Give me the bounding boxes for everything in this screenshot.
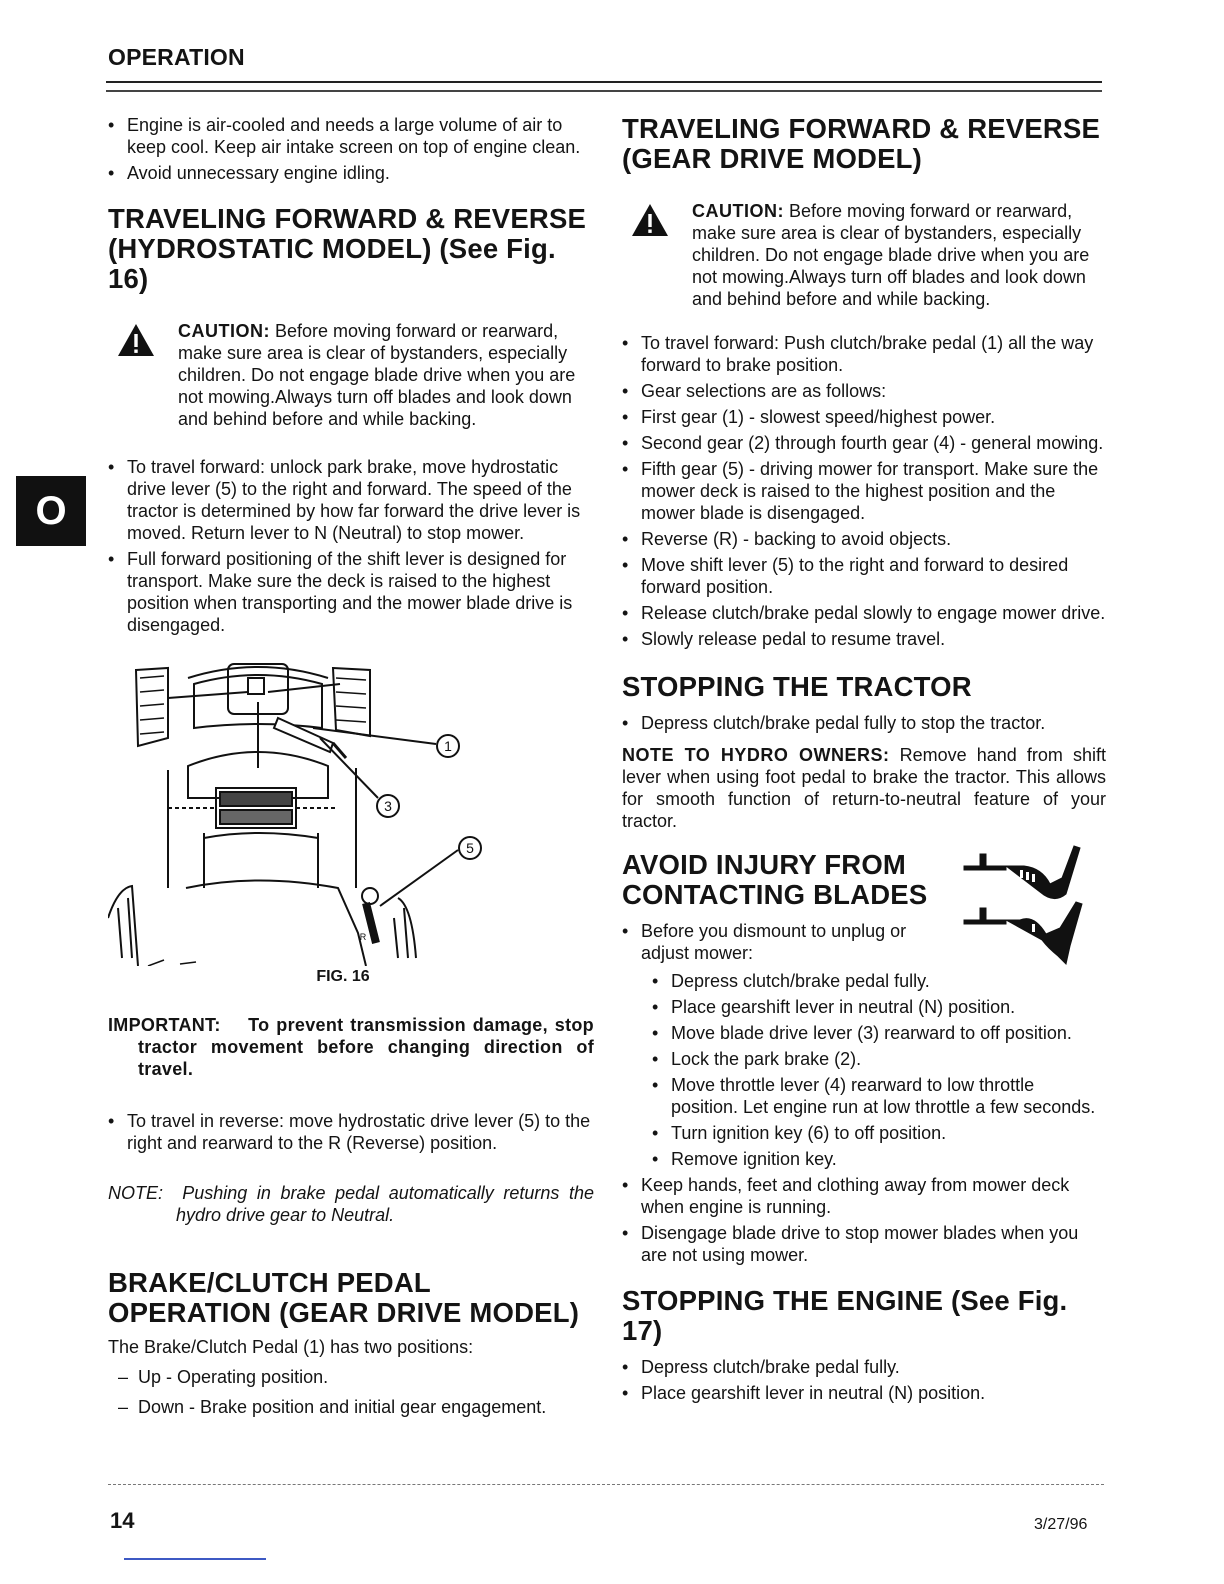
blade-hazard-icon xyxy=(962,844,1090,970)
caution-text: Before moving forward or rearward, make sure area is clear of bystanders, especially children. Do not engage blade drive when you are not mowing.Always turn off blades and look down and behind before and while backing. xyxy=(178,321,576,429)
list-item: • First gear (1) - slowest speed/highest power. xyxy=(622,406,1106,428)
avoid-injury-heading: AVOID INJURY FROM CONTACTING BLADES xyxy=(622,849,928,910)
lever-reverse-mark: R xyxy=(359,932,367,942)
list-item: – Down - Brake position and initial gear engagement. xyxy=(108,1396,594,1418)
list-item: • Before you dismount to unplug or adjust mower: xyxy=(622,920,952,964)
hydro-owners-label: NOTE TO HYDRO OWNERS: xyxy=(622,745,890,765)
warning-triangle-icon xyxy=(116,322,156,358)
list-item: • Second gear (2) through fourth gear (4) - general mowing. xyxy=(622,432,1106,454)
list-item: • Disengage blade drive to stop mower blades when you are not using mower. xyxy=(622,1222,1106,1266)
caution-text: Before moving forward or rearward, make sure area is clear of bystanders, especially children. Do not engage blade drive when you are not mowing.Always turn off blades and look down and behind before and while backing. xyxy=(692,201,1090,309)
callout-3: 3 xyxy=(384,798,392,814)
tractor-controls-illustration xyxy=(108,658,498,966)
stopping-tractor-heading: STOPPING THE TRACTOR xyxy=(622,671,972,702)
left-column xyxy=(108,114,594,1418)
header-rule xyxy=(106,81,1102,92)
footer-rule xyxy=(108,1484,1104,1485)
avoid-injury-bullet-list xyxy=(622,920,952,964)
callout-1: 1 xyxy=(444,738,452,754)
list-item: • Slowly release pedal to resume travel. xyxy=(622,628,1106,650)
hydro-owners-text: Remove hand from shift lever when using foot pedal to brake the tractor. This allows for smooth function of return-to-neutral feature of your tractor. xyxy=(622,745,1106,831)
section-tab xyxy=(16,476,86,546)
gear-drive-bullet-list xyxy=(622,332,1106,650)
important-label: IMPORTANT: xyxy=(108,1015,221,1035)
list-item: • To travel forward: Push clutch/brake pedal (1) all the way forward to brake position. xyxy=(622,332,1106,376)
warning-triangle-icon xyxy=(630,202,670,238)
stopping-engine-heading: STOPPING THE ENGINE (See Fig. 17) xyxy=(622,1285,1068,1346)
hydrostatic-bullet-list xyxy=(108,456,594,636)
caution-label: CAUTION: xyxy=(692,201,784,221)
stopping-engine-bullet-list xyxy=(622,1356,1106,1404)
brake-positions-list xyxy=(108,1366,594,1418)
blue-underline-mark xyxy=(124,1558,266,1560)
list-item: • Engine is air-cooled and needs a large volume of air to keep cool. Keep air intake screen on top of engine clean. xyxy=(108,114,594,158)
list-item: • Lock the park brake (2). xyxy=(652,1048,1106,1070)
hydrostatic-heading: TRAVELING FORWARD & REVERSE (HYDROSTATIC MODEL) (See Fig. 16) xyxy=(108,203,587,294)
hydro-owners-note xyxy=(622,744,1106,832)
list-item: • Turn ignition key (6) to off position. xyxy=(652,1122,1106,1144)
reverse-bullet-list xyxy=(108,1110,594,1154)
list-item: • Move blade drive lever (3) rearward to off position. xyxy=(652,1022,1106,1044)
list-item: • Move throttle lever (4) rearward to low throttle position. Let engine run at low throttle a few seconds. xyxy=(652,1074,1106,1118)
page-number: 14 xyxy=(110,1508,135,1533)
list-item: • Depress clutch/brake pedal fully. xyxy=(622,1356,1106,1378)
avoid-injury-section xyxy=(622,850,1106,964)
figure-caption: FIG. 16 xyxy=(316,968,370,985)
stopping-tractor-bullet-list xyxy=(622,712,1106,734)
blade-safety-bullet-list xyxy=(622,1174,1106,1266)
list-item: • Place gearshift lever in neutral (N) position. xyxy=(652,996,1106,1018)
figure-16 xyxy=(108,658,498,966)
page-header-title: OPERATION xyxy=(108,44,245,70)
list-item: • Move shift lever (5) to the right and forward to desired forward position. xyxy=(622,554,1106,598)
list-item: • Remove ignition key. xyxy=(652,1148,1106,1170)
list-item: • Avoid unnecessary engine idling. xyxy=(108,162,594,184)
list-item: • Gear selections are as follows: xyxy=(622,380,1106,402)
gear-drive-heading: TRAVELING FORWARD & REVERSE (GEAR DRIVE MODEL) xyxy=(622,113,1101,174)
note-text: Pushing in brake pedal automatically returns the hydro drive gear to Neutral. xyxy=(176,1183,594,1225)
gear-drive-caution xyxy=(622,200,1106,310)
list-item: • Keep hands, feet and clothing away from mower deck when engine is running. xyxy=(622,1174,1106,1218)
list-item: • Fifth gear (5) - driving mower for transport. Make sure the mower deck is raised to the highest position and the mower blade is disengaged. xyxy=(622,458,1106,524)
right-column xyxy=(622,114,1106,1408)
intro-bullet-list xyxy=(108,114,594,184)
list-item: • Full forward positioning of the shift lever is designed for transport. Make sure the deck is raised to the highest position when transporting and the mower blade drive is disengaged. xyxy=(108,548,594,636)
list-item: • Release clutch/brake pedal slowly to engage mower drive. xyxy=(622,602,1106,624)
callout-5: 5 xyxy=(466,840,474,856)
note-label: NOTE: xyxy=(108,1183,164,1203)
hydrostatic-caution xyxy=(108,320,594,430)
list-item: • To travel in reverse: move hydrostatic drive lever (5) to the right and rearward to the R (Reverse) position. xyxy=(108,1110,594,1154)
important-text: To prevent transmission damage, stop tractor movement before changing direction of travel. xyxy=(138,1015,594,1079)
list-item: • Depress clutch/brake pedal fully. xyxy=(652,970,1106,992)
section-tab-letter: O xyxy=(35,488,67,533)
brake-clutch-intro: The Brake/Clutch Pedal (1) has two positions: xyxy=(108,1337,474,1357)
caution-label: CAUTION: xyxy=(178,321,270,341)
important-notice xyxy=(108,1014,594,1080)
list-item: – Up - Operating position. xyxy=(108,1366,594,1388)
list-item: • Reverse (R) - backing to avoid objects. xyxy=(622,528,1106,550)
dismount-steps-list xyxy=(622,970,1106,1170)
list-item: • Place gearshift lever in neutral (N) position. xyxy=(622,1382,1106,1404)
list-item: • Depress clutch/brake pedal fully to stop the tractor. xyxy=(622,712,1106,734)
brake-clutch-heading: BRAKE/CLUTCH PEDAL OPERATION (GEAR DRIVE MODEL) xyxy=(108,1267,580,1328)
list-item: • To travel forward: unlock park brake, move hydrostatic drive lever (5) to the right and forward. The speed of the tractor is determined by how far forward the drive lever is moved. Return lever to N (Neutral) to stop mower. xyxy=(108,456,594,544)
page-date: 3/27/96 xyxy=(1034,1516,1088,1533)
hydro-note xyxy=(108,1182,594,1226)
